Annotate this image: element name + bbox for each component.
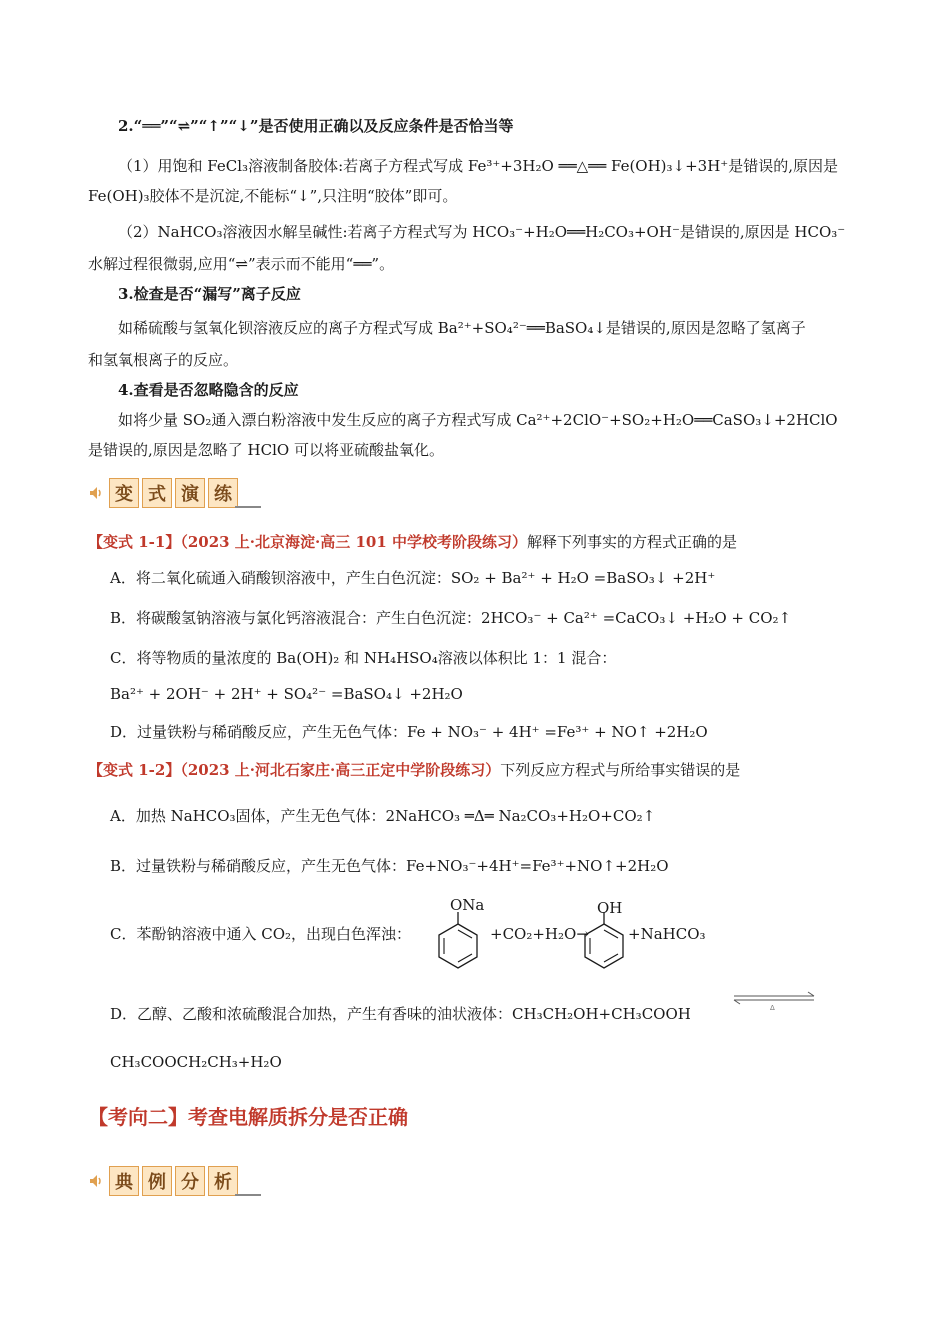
stamp-char: 例: [142, 1166, 172, 1196]
speaker-icon: [88, 1173, 104, 1189]
question-2-option-c: C．苯酚钠溶液中通入 CO₂，出现白色浑浊：: [110, 925, 412, 943]
question-2-stem: 下列反应方程式与所给事实错误的是: [500, 761, 741, 779]
question-2-option-d-product: CH₃COOCH₂CH₃+H₂O: [110, 1053, 282, 1071]
phenol-ring: [582, 912, 626, 970]
question-1-option-a: A．将二氧化硫通入硝酸钡溶液中，产生白色沉淀：SO₂ + Ba²⁺ + H₂O =BaSO₃↓ +2H⁺: [110, 569, 716, 587]
question-1-tag: 【变式 1-1】（2023 上·北京海淀·高三 101 中学校考阶段练习）: [88, 533, 527, 551]
question-2-option-b: B．过量铁粉与稀硝酸反应，产生无色气体：Fe+NO₃⁻+4H⁺=Fe³⁺+NO↑+2H₂O: [110, 857, 669, 875]
section-heading-2: 【考向二】考查电解质拆分是否正确: [88, 1105, 408, 1129]
question-2-header: [88, 760, 740, 780]
question-2-option-c-post: +NaHCO₃: [628, 925, 706, 943]
sodium-phenoxide-ring: [436, 912, 480, 970]
svg-text:Δ: Δ: [770, 1004, 775, 1012]
question-1-header: [88, 532, 737, 552]
stamp-char: 练: [208, 478, 238, 508]
paragraph-2-2a: （2）NaHCO₃溶液因水解呈碱性:若离子方程式写为 HCO₃⁻+H₂O══H₂CO₃+OH⁻是错误的,原因是 HCO₃⁻: [118, 223, 846, 241]
paragraph-2-1b: Fe(OH)₃胶体不是沉淀,不能标“↓”,只注明“胶体”即可。: [88, 187, 458, 205]
stamp-char: 变: [109, 478, 139, 508]
variant-practice-stamp: [88, 478, 261, 508]
paragraph-4a: 如将少量 SO₂通入漂白粉溶液中发生反应的离子方程式写成 Ca²⁺+2ClO⁻+SO₂+H₂O══CaSO₃↓+2HClO: [118, 411, 838, 429]
stamp-char: 典: [109, 1166, 139, 1196]
paragraph-4b: 是错误的,原因是忽略了 HClO 可以将亚硫酸盐氧化。: [88, 441, 444, 459]
question-1-stem: 解释下列事实的方程式正确的是: [527, 533, 738, 551]
reversible-condition-arrow: [728, 986, 820, 1012]
paragraph-2-2b: 水解过程很微弱,应用“⇌”表示而不能用“══”。: [88, 255, 395, 273]
paragraph-3a: 如稀硫酸与氢氧化钡溶液反应的离子方程式写成 Ba²⁺+SO₄²⁻══BaSO₄↓是错误的,原因是忽略了氢离子: [118, 319, 806, 337]
book-icon: [235, 496, 261, 508]
substituent-ona: ONa: [450, 896, 485, 914]
section-2-title: 2.“══”“⇌”“↑”“↓”是否使用正确以及反应条件是否恰当等: [118, 117, 514, 135]
stamp-char: 分: [175, 1166, 205, 1196]
question-2-option-c-mid: +CO₂+H₂O→: [490, 925, 589, 943]
question-2-tag: 【变式 1-2】（2023 上·河北石家庄·高三正定中学阶段练习）: [88, 761, 501, 779]
section-3-title: 3.检查是否“漏写”离子反应: [118, 285, 301, 303]
example-analysis-stamp: [88, 1166, 261, 1196]
question-1-option-b: B．将碳酸氢钠溶液与氯化钙溶液混合：产生白色沉淀：2HCO₃⁻ + Ca²⁺ =CaCO₃↓ +H₂O + CO₂↑: [110, 609, 792, 627]
question-1-option-c-equation: Ba²⁺ + 2OH⁻ + 2H⁺ + SO₄²⁻ =BaSO₄↓ +2H₂O: [110, 685, 463, 703]
question-2-option-a: A．加热 NaHCO₃固体，产生无色气体：2NaHCO₃ ═Δ═ Na₂CO₃+H₂O+CO₂↑: [110, 807, 656, 825]
question-1-option-d: D．过量铁粉与稀硝酸反应，产生无色气体：Fe + NO₃⁻ + 4H⁺ =Fe³⁺ + NO↑ +2H₂O: [110, 723, 708, 741]
substituent-oh: OH: [597, 899, 623, 917]
stamp-char: 演: [175, 478, 205, 508]
question-2-option-d: D．乙醇、乙酸和浓硫酸混合加热，产生有香味的油状液体：CH₃CH₂OH+CH₃COOH: [110, 1005, 691, 1023]
paragraph-3b: 和氢氧根离子的反应。: [88, 351, 239, 369]
question-1-option-c: C．将等物质的量浓度的 Ba(OH)₂ 和 NH₄HSO₄溶液以体积比 1：1 混合：: [110, 649, 617, 667]
speaker-icon: [88, 485, 104, 501]
section-4-title: 4.查看是否忽略隐含的反应: [118, 381, 299, 399]
paragraph-2-1a: （1）用饱和 FeCl₃溶液制备胶体:若离子方程式写成 Fe³⁺+3H₂O ══△══ Fe(OH)₃↓+3H⁺是错误的,原因是: [118, 157, 838, 175]
book-icon: [235, 1184, 261, 1196]
stamp-char: 析: [208, 1166, 238, 1196]
stamp-char: 式: [142, 478, 172, 508]
